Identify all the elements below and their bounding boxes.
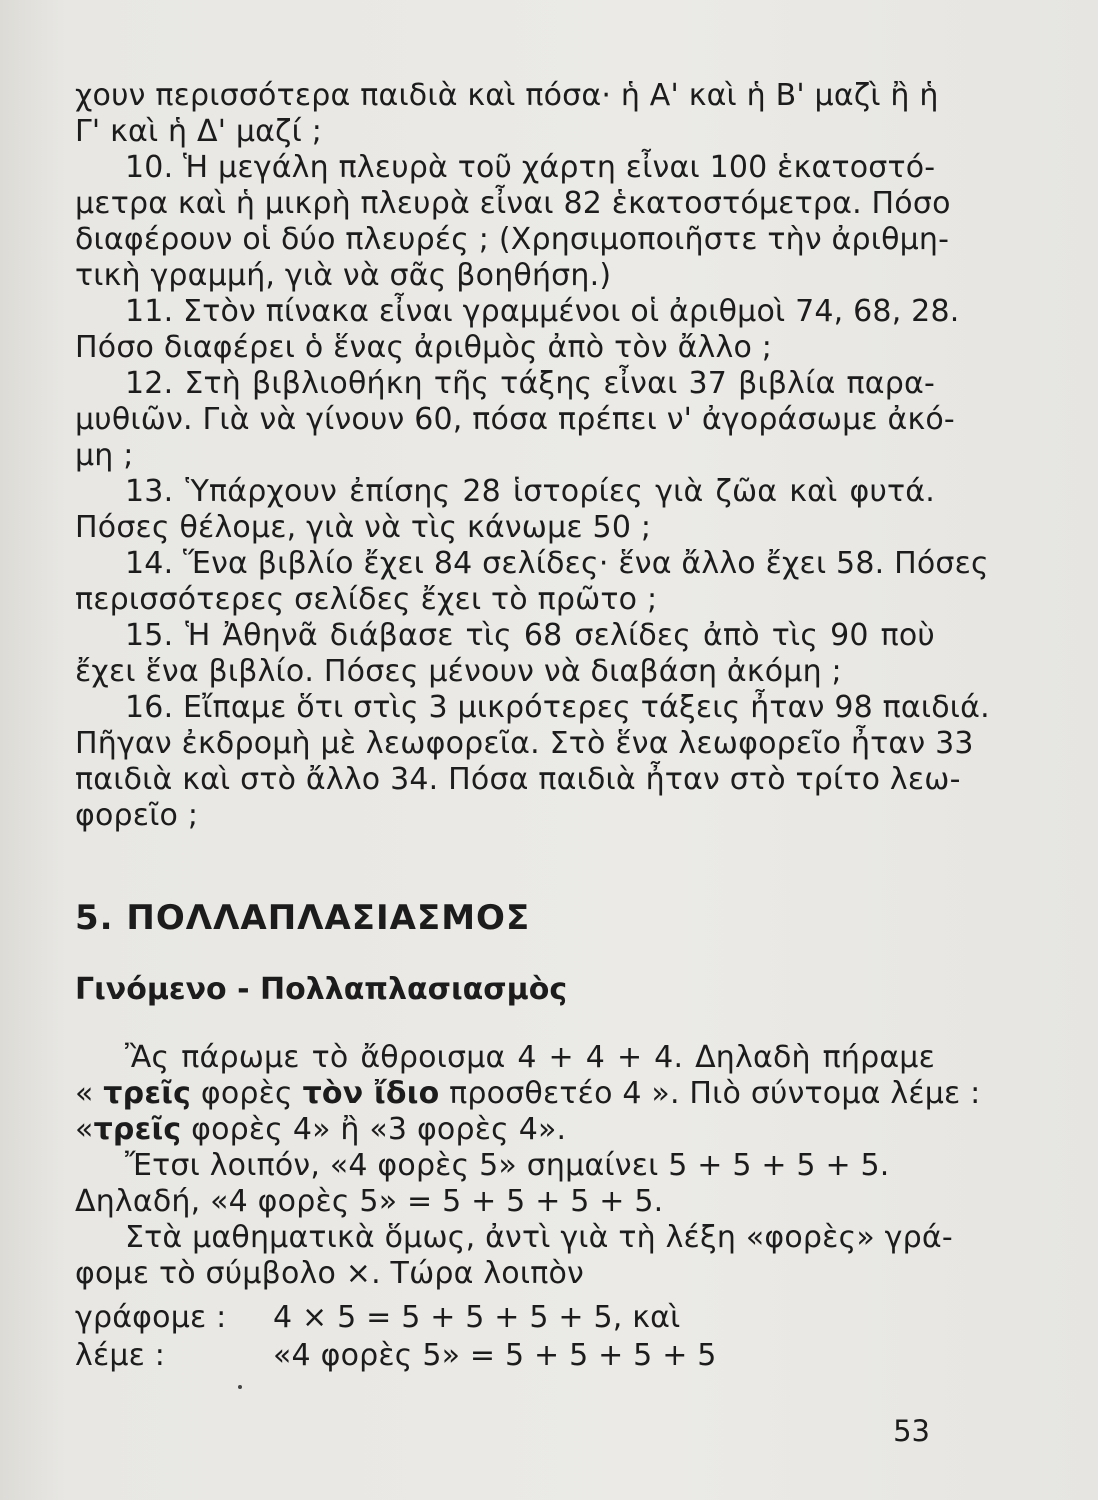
problem-13-line-2: Πόσες θέλομε, γιὰ νὰ τὶς κάνωμε 50 ; xyxy=(75,510,652,545)
problem-11-line-2: Πόσο διαφέρει ὁ ἕνας ἀριθμὸς ἀπὸ τὸν ἄλλο ; xyxy=(75,330,773,365)
body-p2-line-2: Δηλαδή, «4 φορὲς 5» = 5 + 5 + 5 + 5. xyxy=(75,1184,664,1219)
problem-10-line-3: διαφέρουν οἱ δύο πλευρές ; (Χρησιμοποιῆστε τὴν ἀριθμη- xyxy=(75,222,950,257)
body-p1-line-2: « τρεῖς φορὲς τὸν ἴδιο προσθετέο 4 ». Πιὸ σύντομα λέμε : xyxy=(75,1076,981,1111)
section-title: 5. ΠΟΛΛΑΠΛΑΣΙΑΣΜΟΣ xyxy=(75,898,531,938)
equation-row-2 xyxy=(75,1338,935,1374)
problem-9-line-1: χουν περισσότερα παιδιὰ καὶ πόσα· ἡ Α' καὶ ἡ Β' μαζὶ ἢ ἡ xyxy=(75,78,939,113)
equation-expr-1: 4 × 5 = 5 + 5 + 5 + 5, καὶ xyxy=(273,1300,681,1335)
problem-9-line-2: Γ' καὶ ἡ Δ' μαζί ; xyxy=(75,114,323,149)
body-p1-line-1: Ἂς πάρωμε τὸ ἄθροισμα 4 + 4 + 4. Δηλαδὴ πήραμε xyxy=(125,1040,935,1075)
problem-14-line-1: 14. Ἕνα βιβλίο ἔχει 84 σελίδες· ἕνα ἄλλο ἔχει 58. Πόσες xyxy=(125,546,989,581)
emphasis-same: τὸν ἴδιο xyxy=(302,1076,440,1111)
ink-speck xyxy=(238,1385,242,1389)
equation-row-1 xyxy=(75,1300,935,1336)
body-p2-line-1: Ἔτσι λοιπόν, «4 φορὲς 5» σημαίνει 5 + 5 + 5 + 5. xyxy=(125,1148,890,1183)
emphasis-three-2: τρεῖς xyxy=(93,1112,182,1147)
problem-16-line-4: φορεῖο ; xyxy=(75,798,199,833)
problem-11-line-1: 11. Στὸν πίνακα εἶναι γραμμένοι οἱ ἀριθμοὶ 74, 68, 28. xyxy=(125,294,960,329)
page-number: 53 xyxy=(893,1414,930,1448)
problem-14-line-2: περισσότερες σελίδες ἔχει τὸ πρῶτο ; xyxy=(75,582,658,617)
body-p3-line-2: φομε τὸ σύμβολο ×. Τώρα λοιπὸν xyxy=(75,1256,584,1291)
body-p1-line-3: «τρεῖς φορὲς 4» ἢ «3 φορὲς 4». xyxy=(75,1112,567,1147)
problem-12-line-2: μυθιῶν. Γιὰ νὰ γίνουν 60, πόσα πρέπει ν' ἀγοράσωμε ἀκό- xyxy=(75,402,955,437)
problem-15-line-2: ἔχει ἕνα βιβλίο. Πόσες μένουν νὰ διαβάση ἀκόμη ; xyxy=(75,654,842,689)
equation-expr-2: «4 φορὲς 5» = 5 + 5 + 5 + 5 xyxy=(273,1338,717,1373)
body-p3-line-1: Στὰ μαθηματικὰ ὅμως, ἀντὶ γιὰ τὴ λέξη «φορὲς» γρά- xyxy=(125,1220,953,1255)
problem-12-line-1: 12. Στὴ βιβλιοθήκη τῆς τάξης εἶναι 37 βιβλία παρα- xyxy=(125,366,935,401)
problem-13-line-1: 13. Ὑπάρχουν ἐπίσης 28 ἱστορίες γιὰ ζῶα καὶ φυτά. xyxy=(125,474,935,509)
problem-16-line-3: παιδιὰ καὶ στὸ ἄλλο 34. Πόσα παιδιὰ ἦταν στὸ τρίτο λεω- xyxy=(75,762,961,797)
problem-10-line-2: μετρα καὶ ἡ μικρὴ πλευρὰ εἶναι 82 ἑκατοστόμετρα. Πόσο xyxy=(75,186,951,221)
subsection-title: Γινόμενο - Πολλαπλασιασμὸς xyxy=(75,972,568,1007)
equation-label-2: λέμε : xyxy=(75,1338,166,1373)
emphasis-three: τρεῖς xyxy=(103,1076,192,1111)
equation-label-1: γράφομε : xyxy=(75,1300,227,1335)
problem-16-line-1: 16. Εἴπαμε ὅτι στὶς 3 μικρότερες τάξεις ἦταν 98 παιδιά. xyxy=(125,690,990,725)
problem-10-line-1: 10. Ἡ μεγάλη πλευρὰ τοῦ χάρτη εἶναι 100 ἑκατοστό- xyxy=(125,150,936,185)
problem-10-line-4: τικὴ γραμμή, γιὰ νὰ σᾶς βοηθήση.) xyxy=(75,258,612,293)
problem-12-line-3: μη ; xyxy=(75,438,134,473)
problem-15-line-1: 15. Ἡ Ἀθηνᾶ διάβασε τὶς 68 σελίδες ἀπὸ τὶς 90 ποὺ xyxy=(125,618,935,653)
problem-16-line-2: Πῆγαν ἐκδρομὴ μὲ λεωφορεῖα. Στὸ ἕνα λεωφορεῖο ἦταν 33 xyxy=(75,726,974,761)
